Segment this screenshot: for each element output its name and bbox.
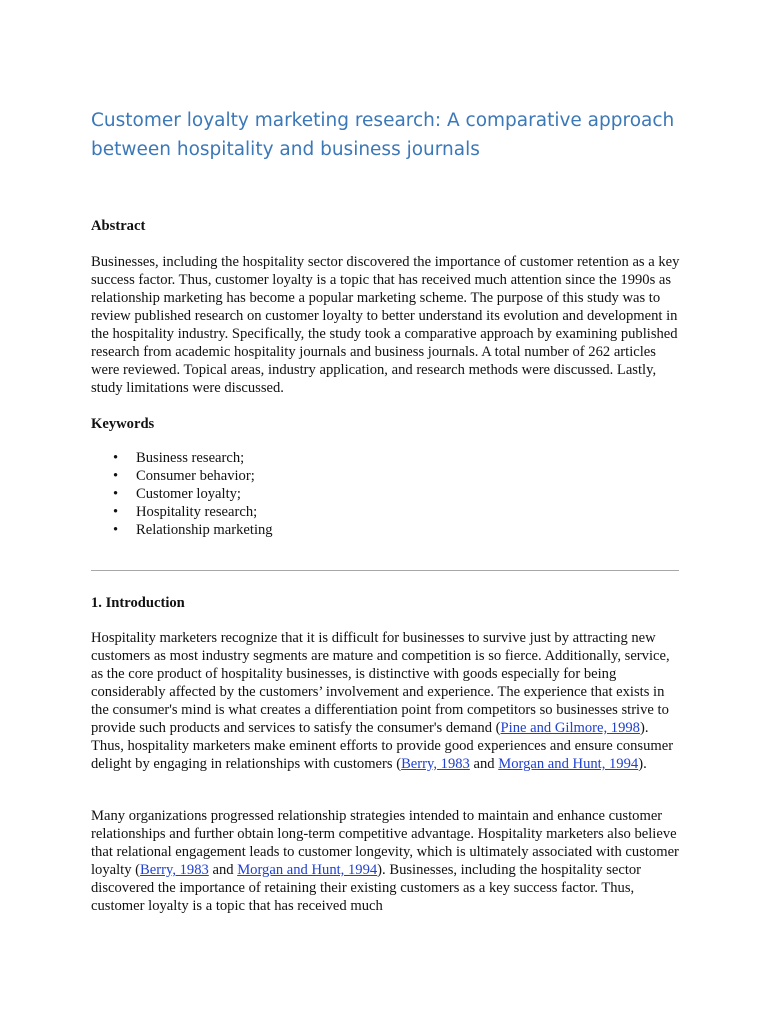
- keyword-label: Hospitality research;: [136, 504, 258, 520]
- citation-link-morgan-hunt-1994[interactable]: Morgan and Hunt, 1994: [237, 862, 378, 878]
- citation-link-morgan-hunt-1994[interactable]: Morgan and Hunt, 1994: [498, 756, 639, 772]
- keywords-list: [91, 449, 273, 539]
- paragraph-text: and: [208, 862, 238, 878]
- citation-link-berry-1983[interactable]: Berry, 1983: [140, 862, 209, 878]
- keyword-item: [91, 521, 273, 539]
- keyword-label: Customer loyalty;: [136, 486, 241, 502]
- keyword-item: [91, 467, 273, 485]
- abstract-heading: Abstract: [91, 218, 146, 234]
- keyword-item: [91, 485, 273, 503]
- keyword-item: [91, 449, 273, 467]
- paragraph-text: ). Thus, hospitality marketers make eminent efforts to provide good experiences and ensure consumer delight by engaging in relationships with customers (: [91, 720, 674, 772]
- bullet-icon: •: [113, 504, 119, 520]
- bullet-icon: •: [113, 450, 119, 466]
- abstract-text: Businesses, including the hospitality sector discovered the importance of customer retention as a key success factor. Thus, customer loyalty is a topic that has received much attention since the 1990s as relationship marketing has become a popular marketing scheme. The purpose of this study was to review published research on customer loyalty to better understand its evolution and development in the hospitality industry. Specifically, the study took a comparative approach by examining published research from academic hospitality journals and business journals. A total number of 262 articles were reviewed. Topical areas, industry application, and research methods were discussed. Lastly, study limitations were discussed.: [91, 254, 680, 396]
- bullet-icon: •: [113, 468, 119, 484]
- paragraph-text: ).: [638, 756, 647, 772]
- citation-link-pine-gilmore-1998[interactable]: Pine and Gilmore, 1998: [500, 720, 640, 736]
- bullet-icon: •: [113, 522, 119, 538]
- keywords-heading: Keywords: [91, 416, 155, 432]
- keyword-label: Business research;: [136, 450, 245, 466]
- paragraph-text: and: [469, 756, 499, 772]
- keyword-label: Relationship marketing: [136, 522, 273, 538]
- article-title: Customer loyalty marketing research: A comparative approach between hospitality and business journals: [91, 110, 675, 160]
- bullet-icon: •: [113, 486, 119, 502]
- keyword-item: [91, 503, 273, 521]
- introduction-paragraph-1: [91, 629, 681, 773]
- keyword-label: Consumer behavior;: [136, 468, 255, 484]
- citation-link-berry-1983[interactable]: Berry, 1983: [401, 756, 470, 772]
- introduction-heading: 1. Introduction: [91, 595, 185, 611]
- introduction-paragraph-2: [91, 807, 681, 915]
- paragraph-text: Many organizations progressed relationship strategies intended to maintain and enhance customer relationships and further obtain long-term competitive advantage. Hospitality marketers also believe that relational engagement leads to customer longevity, which is ultimately associated with customer loyalty (: [91, 808, 679, 878]
- section-divider: [91, 570, 679, 571]
- paragraph-text: ). Businesses, including the hospitality sector discovered the importance of retaining their existing customers as a key success factor. Thus, customer loyalty is a topic that has received much: [91, 862, 642, 914]
- paragraph-text: Hospitality marketers recognize that it is difficult for businesses to survive just by attracting new customers as most industry segments are mature and competition is so fierce. Additionally, service, as the core product of hospitality businesses, is distinctive with goods especially for being considerably affected by the customers’ involvement and experience. The experience that exists in the consumer's mind is what creates a differentiation point from competitors so businesses strive to provide such products and services to satisfy the consumer's demand (: [91, 630, 670, 736]
